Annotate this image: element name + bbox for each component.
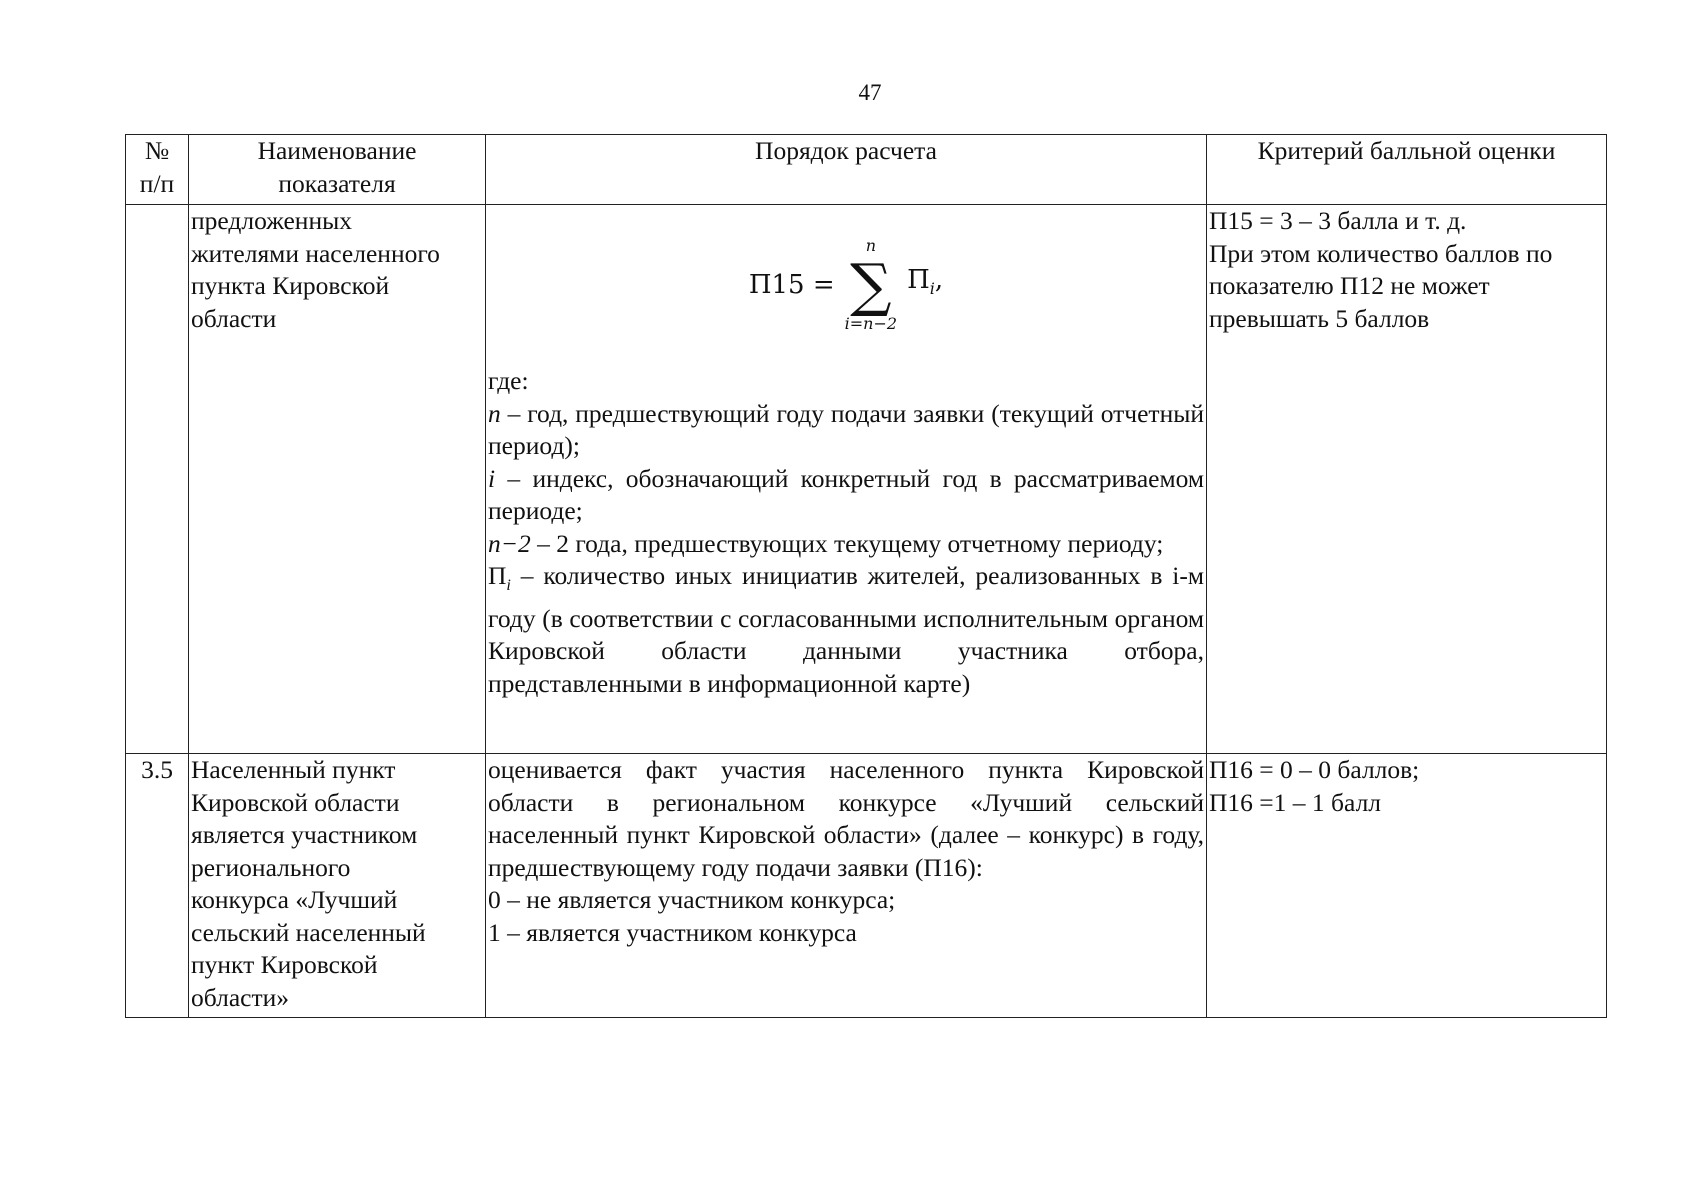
indicator-name-line: пункта Кировской xyxy=(191,271,390,300)
sum-formula xyxy=(488,205,1204,365)
formula-term-base: П xyxy=(907,265,930,296)
calculation-cell xyxy=(486,754,1207,1018)
indicator-name-line: регионального xyxy=(191,852,351,882)
indicator-name-line: жителями населенного xyxy=(191,238,440,268)
definition-variable: i xyxy=(488,463,496,493)
formula-term xyxy=(907,264,943,306)
header-number-line-1: № xyxy=(144,136,170,165)
formula-comma: , xyxy=(934,265,944,296)
indicator-name-line: Населенный пункт xyxy=(191,755,396,784)
definition-variable: П xyxy=(488,561,507,590)
row-number xyxy=(126,205,189,754)
criteria-line: При этом количество баллов по xyxy=(1209,238,1553,268)
indicator-name-line: сельский населенный xyxy=(191,917,426,947)
definition-text: – год, предшествующий году подачи заявки (текущий отчетный период); xyxy=(488,398,1204,460)
header-name-line-1: Наименование xyxy=(257,136,417,165)
header-name-line-2: показателя xyxy=(278,168,396,198)
indicator-name-line: области» xyxy=(191,982,289,1012)
calculation-option: 0 – не является участником конкурса; xyxy=(488,885,896,914)
formula-left-side: П15 = xyxy=(748,269,835,300)
header-calculation: Порядок расчета xyxy=(486,135,1207,205)
page-number: 47 xyxy=(858,80,882,105)
sigma-symbol: ∑ xyxy=(850,251,892,319)
indicator-name-line: предложенных xyxy=(191,206,352,235)
definition-pi xyxy=(488,560,1204,700)
definition-text: – индекс, обозначающий конкретный год в рассматриваемом периоде; xyxy=(488,463,1204,525)
definition-variable: n xyxy=(488,398,501,428)
calculation-option: 1 – является участником конкурса xyxy=(488,917,857,947)
header-number xyxy=(126,135,189,205)
definition-i xyxy=(488,463,1204,528)
where-label: где: xyxy=(488,366,529,395)
indicator-name xyxy=(189,754,486,1018)
definition-text: – количество иных инициатив жителей, реализованных в i-м году (в соответствии с согласованными исполнительным органом Кировской области данными участника отбора, представленными в информационной карте) xyxy=(488,561,1204,698)
calculation-cell xyxy=(486,205,1207,754)
criteria-line: П15 = 3 – 3 балла и т. д. xyxy=(1209,206,1467,235)
definition-n xyxy=(488,398,1204,463)
criteria-cell xyxy=(1207,205,1607,754)
indicator-name xyxy=(189,205,486,754)
criteria-line: П16 =1 – 1 балл xyxy=(1209,787,1382,817)
definition-variable: n−2 xyxy=(488,528,531,558)
definition-text: – 2 года, предшествующих текущему отчетному периоду; xyxy=(530,528,1164,558)
calculation-description: оценивается факт участия населенного пункта Кировской области в региональном конкурсе «Лучший сельский населенный пункт Кировской области» (далее – конкурс) в году, предшествующему году подачи заявки (П16): xyxy=(488,755,1204,882)
table-row xyxy=(126,205,1607,754)
indicator-name-line: является участником xyxy=(191,820,418,849)
header-number-line-2: п/п xyxy=(139,168,175,198)
criteria-table xyxy=(125,134,1607,1018)
formula-term-subscript: i xyxy=(929,279,935,299)
criteria-line: превышать 5 баллов xyxy=(1209,303,1430,333)
row-number: 3.5 xyxy=(126,754,189,1018)
indicator-name-line: пункт Кировской xyxy=(191,950,378,979)
criteria-line: показателю П12 не может xyxy=(1209,271,1490,300)
criteria-line: П16 = 0 – 0 баллов; xyxy=(1209,755,1420,784)
header-indicator-name xyxy=(189,135,486,205)
indicator-name-line: области xyxy=(191,303,277,333)
sum-lower-limit: i=n−2 xyxy=(844,314,898,333)
indicator-name-line: Кировской области xyxy=(191,787,400,817)
summation-sign xyxy=(845,238,897,332)
indicator-name-line: конкурса «Лучший xyxy=(191,885,398,914)
table-row xyxy=(126,754,1607,1018)
definition-variable-subscript: i xyxy=(506,577,511,594)
sum-upper-limit: n xyxy=(865,236,877,255)
definition-n-minus-2 xyxy=(488,528,1204,561)
header-criteria: Критерий балльной оценки xyxy=(1207,135,1607,205)
table-header-row xyxy=(126,135,1607,205)
criteria-cell xyxy=(1207,754,1607,1018)
